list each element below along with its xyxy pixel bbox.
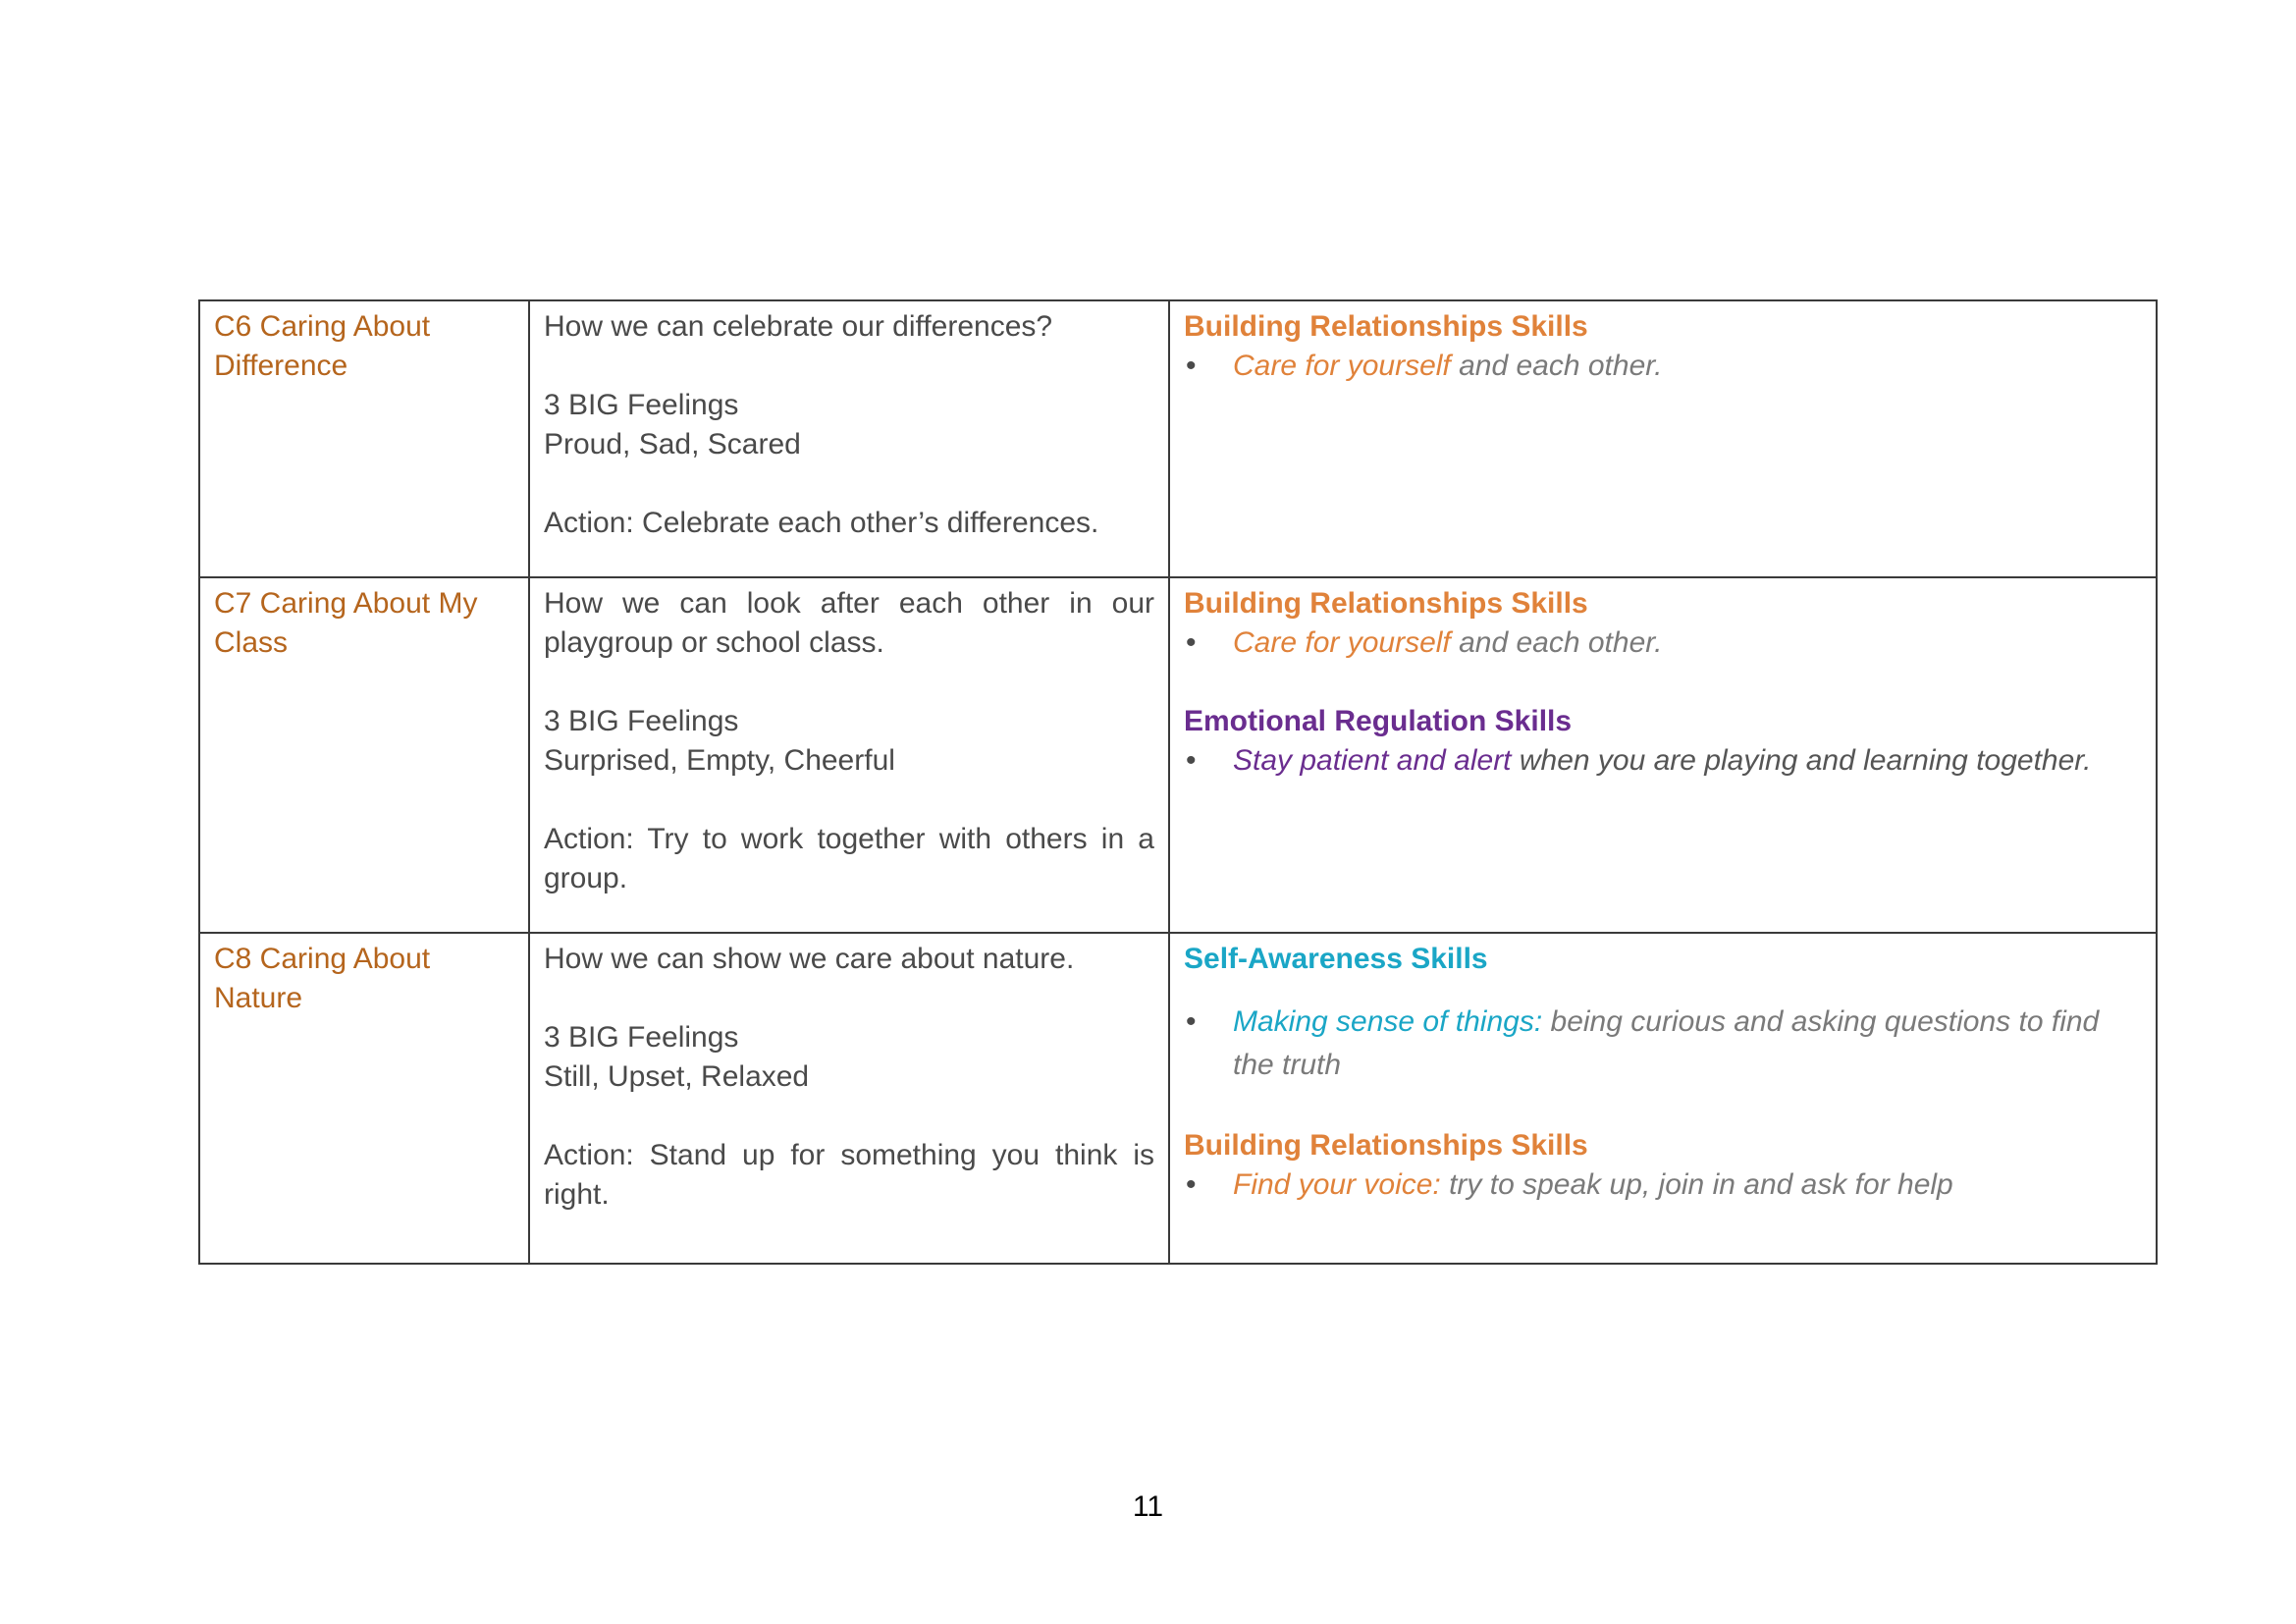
table-row <box>199 933 2157 1264</box>
page-number: 11 <box>1132 1490 1164 1523</box>
skill-bullet <box>1184 1001 2142 1087</box>
feelings-label: 3 BIG Feelings <box>544 389 739 421</box>
lesson-content-cell <box>529 300 1169 577</box>
skill-heading: Building Relationships Skills <box>1184 310 1588 343</box>
skill-heading: Building Relationships Skills <box>1184 587 1588 620</box>
table-row <box>199 577 2157 933</box>
skills-cell <box>1169 577 2157 933</box>
lesson-title-cell <box>199 577 529 933</box>
lesson-content-cell <box>529 577 1169 933</box>
feelings-list: Proud, Sad, Scared <box>544 428 801 460</box>
bullet-icon: • <box>1186 744 1197 777</box>
feelings-list: Surprised, Empty, Cheerful <box>544 744 895 777</box>
skill-text: and each other. <box>1450 626 1663 659</box>
skill-bullet <box>1184 347 2142 386</box>
skills-cell <box>1169 300 2157 577</box>
lesson-title-cell <box>199 300 529 577</box>
bullet-icon: • <box>1186 350 1197 382</box>
skill-highlight: Care for yourself <box>1233 626 1451 659</box>
lesson-title: C7 Caring About My Class <box>214 587 478 659</box>
lesson-question: How we can look after each other in our playgroup or school class. <box>544 587 1154 659</box>
lesson-action: Action: Stand up for something you think is right. <box>544 1139 1154 1211</box>
bullet-icon: • <box>1186 626 1197 659</box>
skill-heading: Self-Awareness Skills <box>1184 943 1488 975</box>
lesson-title-cell <box>199 933 529 1264</box>
lesson-action: Action: Try to work together with others in a group. <box>544 823 1154 894</box>
skill-heading: Building Relationships Skills <box>1184 1129 1588 1162</box>
skill-text: being curious and asking questions to find the truth <box>1233 1005 2100 1081</box>
skill-text: try to speak up, join in and ask for help <box>1440 1168 1953 1201</box>
skill-bullet <box>1184 1165 2142 1205</box>
skill-highlight: Making sense of things: <box>1233 1005 1543 1038</box>
skill-heading: Emotional Regulation Skills <box>1184 705 1573 737</box>
lessons-table <box>198 299 2158 1265</box>
skill-highlight: Find your voice: <box>1233 1168 1441 1201</box>
skill-text: when you are playing and learning together. <box>1511 744 2092 777</box>
skill-bullet <box>1184 623 2142 663</box>
skill-highlight: Stay patient and alert <box>1233 744 1512 777</box>
skills-cell <box>1169 933 2157 1264</box>
lesson-question: How we can celebrate our differences? <box>544 310 1053 343</box>
feelings-list: Still, Upset, Relaxed <box>544 1060 810 1093</box>
lesson-title: C8 Caring About Nature <box>214 943 431 1014</box>
lesson-action: Action: Celebrate each other’s differences. <box>544 507 1099 539</box>
lesson-content-cell <box>529 933 1169 1264</box>
feelings-label: 3 BIG Feelings <box>544 705 739 737</box>
bullet-icon: • <box>1186 1005 1197 1038</box>
skill-text: and each other. <box>1450 350 1663 382</box>
lesson-question: How we can show we care about nature. <box>544 943 1075 975</box>
bullet-icon: • <box>1186 1168 1197 1201</box>
feelings-label: 3 BIG Feelings <box>544 1021 739 1054</box>
skill-highlight: Care for yourself <box>1233 350 1451 382</box>
lesson-title: C6 Caring About Difference <box>214 310 431 382</box>
table-row <box>199 300 2157 577</box>
skill-bullet <box>1184 741 2142 781</box>
